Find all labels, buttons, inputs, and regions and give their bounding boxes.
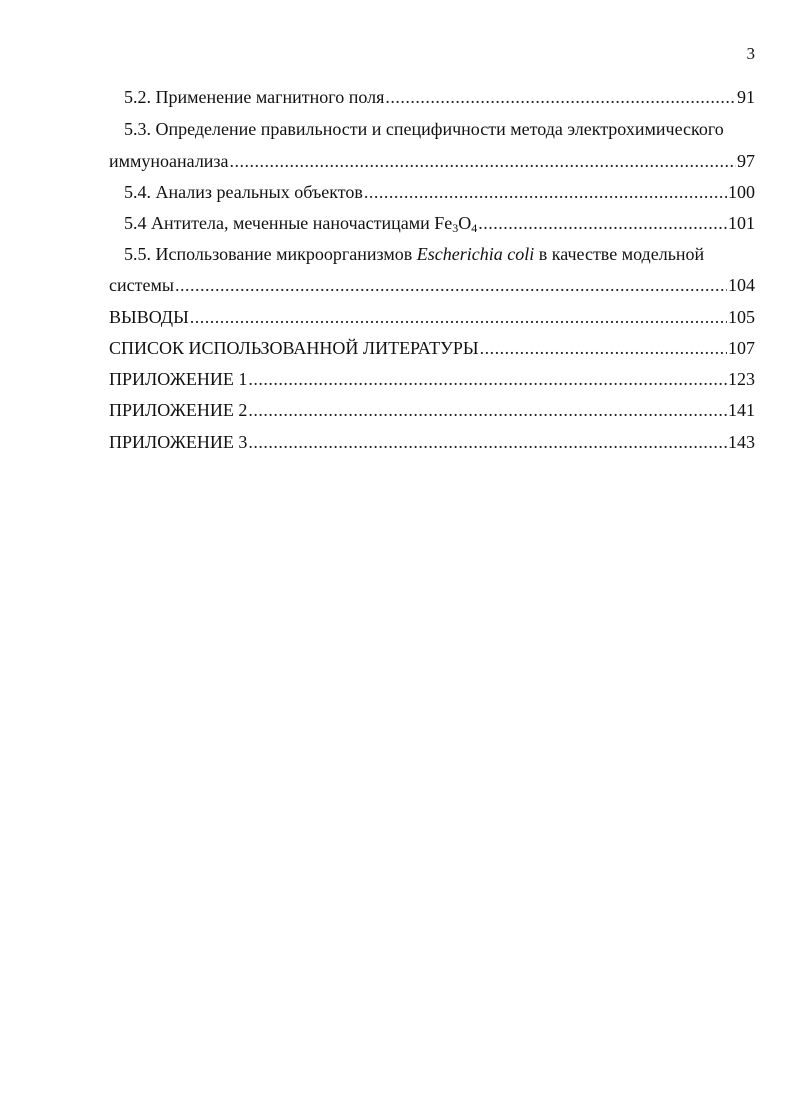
toc-entry-references[interactable] — [109, 337, 755, 359]
dot-leader — [175, 274, 727, 296]
dot-leader — [364, 181, 727, 203]
toc-entry-page: 104 — [728, 275, 755, 295]
title-text: 5.4 Антитела, меченные наночастицами Fe — [124, 213, 453, 233]
toc-entry-5-5-line1[interactable] — [124, 243, 704, 265]
toc-entry-title: ВЫВОДЫ — [109, 307, 189, 327]
toc-entry-page: 101 — [728, 213, 755, 233]
toc-entry-title: 5.2. Применение магнитного поля — [124, 87, 385, 107]
dot-leader — [480, 337, 727, 359]
toc-entry-page: 143 — [728, 432, 755, 452]
dot-leader — [248, 368, 727, 390]
subscript: 3 — [452, 221, 459, 235]
toc-entry-page: 105 — [728, 307, 755, 327]
toc-entry-page: 91 — [737, 87, 755, 107]
toc-entry-title: системы — [109, 275, 174, 295]
title-text: в качестве модельной — [534, 244, 705, 264]
dot-leader — [190, 306, 727, 328]
dot-leader — [230, 150, 736, 172]
title-text: 5.5. Использование микроорганизмов — [124, 244, 417, 264]
title-text: O — [458, 213, 472, 233]
toc-entry-5-3[interactable] — [109, 150, 755, 172]
toc-entry-5-4[interactable] — [124, 181, 755, 203]
toc-entry-title — [124, 212, 477, 234]
toc-entry-page: 141 — [728, 400, 755, 420]
toc-entry-5-3-line1[interactable]: 5.3. Определение правильности и специфичности метода электрохимического — [124, 119, 724, 139]
toc-entry-title: ПРИЛОЖЕНИЕ 2 — [109, 400, 248, 420]
toc-entry-title: ПРИЛОЖЕНИЕ 3 — [109, 432, 248, 452]
toc-entry-appendix-2[interactable] — [109, 399, 755, 421]
dot-leader — [385, 86, 736, 108]
subscript: 4 — [471, 221, 478, 235]
toc-entry-appendix-3[interactable] — [109, 431, 755, 453]
toc-entry-page: 123 — [728, 369, 755, 389]
toc-entry-5-2[interactable] — [124, 86, 755, 108]
toc-entry-5-4-antibodies[interactable] — [124, 212, 755, 234]
toc-entry-page: 100 — [728, 182, 755, 202]
toc-entry-appendix-1[interactable] — [109, 368, 755, 390]
toc-entry-conclusions[interactable] — [109, 306, 755, 328]
dot-leader — [248, 399, 727, 421]
toc-entry-title: СПИСОК ИСПОЛЬЗОВАННОЙ ЛИТЕРАТУРЫ — [109, 338, 479, 358]
dot-leader — [248, 431, 727, 453]
toc-entry-title: ПРИЛОЖЕНИЕ 1 — [109, 369, 248, 389]
species-name: Escherichia coli — [416, 244, 535, 264]
toc-entry-title: 5.4. Анализ реальных объектов — [124, 182, 363, 202]
page-number: 3 — [746, 44, 755, 63]
toc-entry-title: иммуноанализа — [109, 151, 229, 171]
dot-leader — [478, 212, 727, 234]
toc-entry-page: 97 — [737, 151, 755, 171]
toc-entry-5-5[interactable] — [109, 274, 755, 296]
toc-entry-page: 107 — [728, 338, 755, 358]
